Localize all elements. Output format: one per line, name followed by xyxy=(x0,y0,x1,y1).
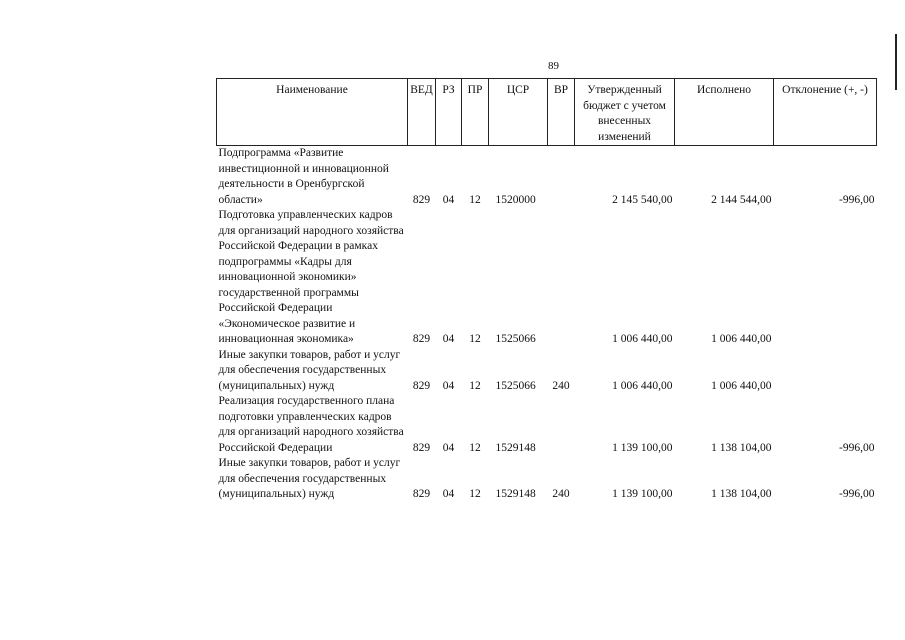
row-executed: 1 006 440,00 xyxy=(711,379,772,392)
header-executed: Исполнено xyxy=(675,79,774,146)
row-csr: 1525066 xyxy=(495,379,536,392)
row-rz: 04 xyxy=(442,379,455,392)
row-executed: 1 006 440,00 xyxy=(711,333,772,345)
row-rz: 04 xyxy=(442,488,455,500)
row-csr: 1525066 xyxy=(495,333,536,345)
row-rz: 04 xyxy=(442,333,455,345)
row-vr: 240 xyxy=(552,488,570,500)
row-ved: 829 xyxy=(412,333,431,345)
row-ved: 829 xyxy=(412,379,431,392)
table-row xyxy=(217,348,877,395)
header-deviation: Отклонение (+, -) xyxy=(774,79,877,146)
row-deviation: -996,00 xyxy=(839,488,875,500)
row-vr xyxy=(548,146,575,209)
row-name: Подпрограмма «Развитие инвестиционной и инновационной деятельности в Оренбургской области» xyxy=(218,147,389,206)
row-deviation xyxy=(774,208,877,348)
row-ved: 829 xyxy=(412,441,431,454)
row-name: Реализация государственного плана подготовки управленческих кадров для организаций народного хозяйства Российской Федерации xyxy=(218,395,404,454)
header-ved: ВЕД xyxy=(408,79,436,146)
row-csr: 1529148 xyxy=(495,488,536,500)
header-rz: РЗ xyxy=(436,79,462,146)
row-pr: 12 xyxy=(469,193,481,206)
row-csr: 1520000 xyxy=(495,193,536,206)
row-approved: 1 006 440,00 xyxy=(612,379,673,392)
row-ved: 829 xyxy=(412,193,431,206)
header-name: Наименование xyxy=(217,79,408,146)
table-row xyxy=(217,394,877,456)
row-rz: 04 xyxy=(442,193,455,206)
row-vr: 240 xyxy=(552,379,570,392)
row-approved: 2 145 540,00 xyxy=(612,193,673,206)
table-header-row xyxy=(217,79,877,146)
row-pr: 12 xyxy=(469,333,481,345)
row-deviation: -996,00 xyxy=(839,441,875,454)
table-row xyxy=(217,146,877,209)
row-executed: 2 144 544,00 xyxy=(711,193,772,206)
row-vr xyxy=(548,394,575,456)
row-deviation xyxy=(774,348,877,395)
row-csr: 1529148 xyxy=(495,441,536,454)
row-executed: 1 138 104,00 xyxy=(711,488,772,500)
row-ved: 829 xyxy=(412,488,431,500)
header-approved: Утвержденный бюджет с учетом внесенных изменений xyxy=(575,79,675,146)
page-number: 89 xyxy=(548,60,559,72)
row-approved: 1 139 100,00 xyxy=(612,441,673,454)
row-name: Иные закупки товаров, работ и услуг для обеспечения государственных (муниципальных) нужд xyxy=(218,457,401,500)
row-vr xyxy=(548,208,575,348)
row-pr: 12 xyxy=(469,488,481,500)
row-approved: 1 139 100,00 xyxy=(612,488,673,500)
row-name: Иные закупки товаров, работ и услуг для обеспечения государственных (муниципальных) нужд xyxy=(218,348,401,392)
budget-table xyxy=(216,78,877,503)
row-rz: 04 xyxy=(442,441,455,454)
table-row xyxy=(217,456,877,503)
row-deviation: -996,00 xyxy=(839,193,875,206)
header-pr: ПР xyxy=(462,79,489,146)
row-pr: 12 xyxy=(469,441,481,454)
page-edge-mark xyxy=(895,34,897,90)
header-csr: ЦСР xyxy=(489,79,548,146)
row-pr: 12 xyxy=(469,379,481,392)
row-approved: 1 006 440,00 xyxy=(612,333,673,345)
table-row xyxy=(217,208,877,348)
header-vr: ВР xyxy=(548,79,575,146)
row-executed: 1 138 104,00 xyxy=(711,441,772,454)
row-name: Подготовка управленческих кадров для организаций народного хозяйства Российской Федерации в рамках подпрограммы «Кадры для инновационной экономики» государственной программы Российской Федерации «Экономическое развитие и инновационная экономика» xyxy=(218,209,404,345)
